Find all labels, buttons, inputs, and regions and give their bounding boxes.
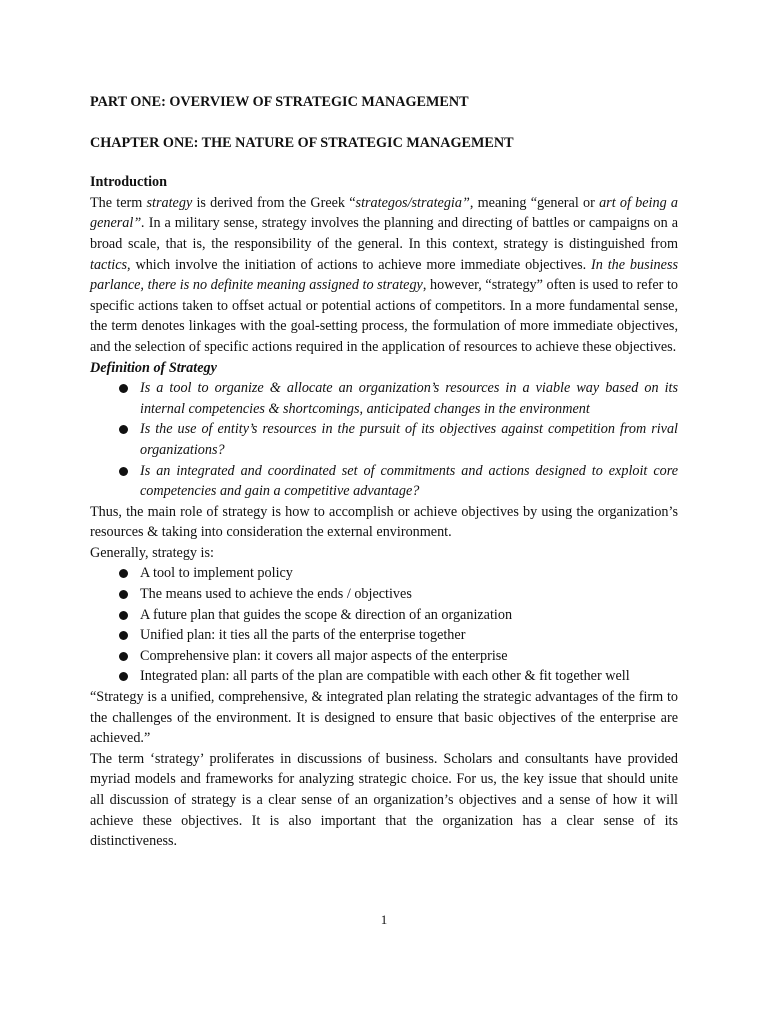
bullet-icon: [119, 611, 128, 620]
bullet-icon: [119, 631, 128, 640]
intro-text-1: The term: [90, 194, 147, 211]
list-item: Is a tool to organize & allocate an organization’s resources in a viable way based on its internal competencies & shortcomings, anticipated changes in the environment: [140, 378, 678, 419]
intro-greek-term: strategos/strategia”: [355, 194, 470, 211]
page-number: 1: [380, 912, 388, 927]
bullet-icon: [119, 590, 128, 599]
intro-art-of-general: art of being a general”.: [90, 194, 678, 232]
closing-paragraph: The term ‘strategy’ proliferates in discussions of business. Scholars and consultants have provided myriad models and frameworks for analyzing strategic choice. For us, the key issue that should unite all discussion of strategy is a clear sense of an organization’s objectives and a sense of how it will achieve these objectives. It is also important that the organization has a clear sense of its distinctiveness.: [90, 750, 678, 850]
bullet-icon: [119, 384, 128, 393]
list-item: Unified plan: it ties all the parts of the enterprise together: [140, 625, 678, 646]
introduction-paragraph: [90, 193, 678, 358]
chapter-heading: CHAPTER ONE: THE NATURE OF STRATEGIC MANAGEMENT: [90, 134, 514, 151]
generally-label: Generally, strategy is:: [90, 544, 214, 561]
intro-text-9: , which involve the initiation of actions to achieve more immediate objectives.: [127, 256, 592, 273]
intro-strategy-term: strategy: [146, 194, 193, 211]
definition-list: [90, 378, 678, 502]
intro-business-parlance: In the business parlance, there is no definite meaning assigned to strategy: [90, 256, 678, 294]
part-heading: PART ONE: OVERVIEW OF STRATEGIC MANAGEMENT: [90, 94, 469, 110]
bullet-icon: [119, 425, 128, 434]
page-content: [90, 92, 678, 852]
intro-text-5: , meaning “general or: [469, 194, 600, 211]
generally-list: [90, 563, 678, 687]
bullet-icon: [119, 652, 128, 661]
quote-paragraph: “Strategy is a unified, comprehensive, & integrated plan relating the strategic advantages of the firm to the challenges of the environment. It is designed to ensure that basic objectives of the enterprise are achieved.”: [90, 689, 678, 747]
definition-heading: Definition of Strategy: [90, 359, 217, 376]
list-item: The means used to achieve the ends / objectives: [140, 584, 678, 605]
list-item: A tool to implement policy: [140, 563, 678, 584]
intro-tactics-term: tactics: [90, 256, 128, 273]
intro-text-3: is derived from the Greek “: [192, 194, 356, 211]
introduction-heading: Introduction: [90, 174, 167, 191]
main-role-paragraph: Thus, the main role of strategy is how to accomplish or achieve objectives by using the organization’s resources & taking into consideration the external environment.: [90, 503, 678, 541]
list-item: A future plan that guides the scope & direction of an organization: [140, 605, 678, 626]
bullet-icon: [119, 569, 128, 578]
intro-text-7: In a military sense, strategy involves the planning and directing of battles or campaigns on a broad scale, that is, the responsibility of the general. In this context, strategy is distinguished from: [90, 215, 678, 252]
list-item: Is the use of entity’s resources in the pursuit of its objectives against competition from rival organizations?: [140, 419, 678, 460]
bullet-icon: [119, 672, 128, 681]
intro-text-11: , however, “strategy” often is used to refer to specific actions taken to offset actual or potential actions of competitors. In a more fundamental sense, the term denotes linkages with the goal-setting process, the formulation of more immediate objectives, and the selection of specific actions required in the application of resources to achieve these objectives.: [90, 277, 678, 355]
list-item: Integrated plan: all parts of the plan are compatible with each other & fit together well: [140, 666, 678, 687]
list-item: Comprehensive plan: it covers all major aspects of the enterprise: [140, 646, 678, 667]
bullet-icon: [119, 467, 128, 476]
list-item: Is an integrated and coordinated set of commitments and actions designed to exploit core competencies and gain a competitive advantage?: [140, 461, 678, 502]
